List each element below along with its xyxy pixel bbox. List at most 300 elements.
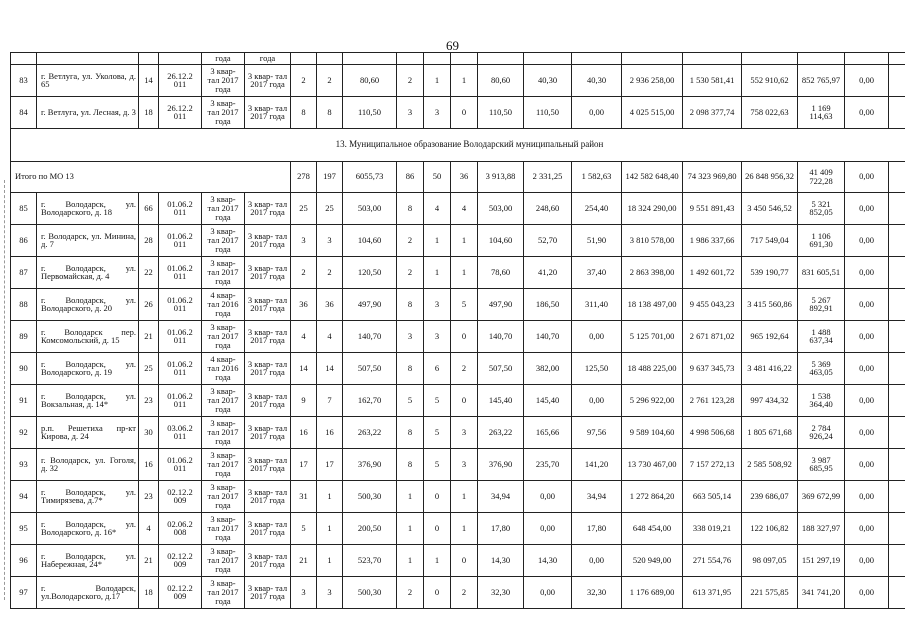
cell-n: 90 [11, 352, 37, 384]
cell-s5: 0,00 [845, 384, 889, 416]
cell-q1: 4 квар- тал 2016 года [202, 352, 245, 384]
cell-s5: 0,00 [845, 96, 889, 128]
table-continuation-row [11, 53, 905, 65]
cell-addr: г. Володарск пер. Комсомольский, д. 15 [37, 320, 139, 352]
cell-g: 52,70 [524, 224, 572, 256]
table-cell [622, 53, 683, 65]
cell-n: 91 [11, 384, 37, 416]
cell-n: 95 [11, 512, 37, 544]
cell-addr: г. Володарск, ул. Гоголя, д. 32 [37, 448, 139, 480]
cell-a: 17 [291, 448, 317, 480]
cell-addr: г. Володарск, ул. Минина, д. 7 [37, 224, 139, 256]
cell-b: 3 [317, 224, 343, 256]
table-row [11, 512, 905, 544]
cell-q1: 3 квар- тал 2017 года [202, 576, 245, 608]
cell-s4: 369 672,99 [798, 480, 845, 512]
cell-f: 140,70 [478, 320, 524, 352]
cell-date: 02.06.2 008 [159, 512, 202, 544]
cell-b: 1 [317, 480, 343, 512]
cell-f: 32,30 [478, 576, 524, 608]
cell-s3: 2 585 508,92 [742, 448, 798, 480]
cell-s1: 18 488 225,00 [622, 352, 683, 384]
cell-y: 26 [139, 288, 159, 320]
cell-empty [889, 512, 905, 544]
cell-b: 36 [317, 288, 343, 320]
cell-c: 2 [397, 256, 424, 288]
cell-f: 80,60 [478, 64, 524, 96]
cell-d: 6 [424, 352, 451, 384]
cell-n: 97 [11, 576, 37, 608]
cell-q2: 3 квар- тал 2017 года [245, 192, 291, 224]
cell-e: 1 [451, 480, 478, 512]
table-cell [424, 53, 451, 65]
cell-b: 4 [317, 320, 343, 352]
cell-s4: 1 106 691,30 [798, 224, 845, 256]
cell-date: 01.06.2 011 [159, 256, 202, 288]
cell-c: 1 [397, 512, 424, 544]
cell-b: 14 [317, 352, 343, 384]
cell-s3: 552 910,62 [742, 64, 798, 96]
cell-y: 18 [139, 96, 159, 128]
cell-s2: 2 671 871,02 [683, 320, 742, 352]
cell-h: 0,00 [572, 96, 622, 128]
cell-n: 87 [11, 256, 37, 288]
cell-e: 5 [451, 288, 478, 320]
cell-s5: 0,00 [845, 192, 889, 224]
table-row [11, 544, 905, 576]
table-cell: года [202, 53, 245, 65]
cell-c: 1 [397, 544, 424, 576]
cell-d: 1 [424, 64, 451, 96]
cell-s1: 9 589 104,60 [622, 416, 683, 448]
cell-q2: 3 квар- тал 2017 года [245, 480, 291, 512]
cell-addr: г. Ветлуга, ул. Уколова, д. 65 [37, 64, 139, 96]
cell-date: 01.06.2 011 [159, 320, 202, 352]
cell-a: 3 [291, 224, 317, 256]
cell-d: 0 [424, 512, 451, 544]
cell-q1: 3 квар- тал 2017 года [202, 384, 245, 416]
cell-s4: 1 488 637,34 [798, 320, 845, 352]
table-cell [524, 53, 572, 65]
cell-q2: 3 квар- тал 2017 года [245, 384, 291, 416]
cell-n: 89 [11, 320, 37, 352]
cell-a: 21 [291, 544, 317, 576]
cell-s2: 4 998 506,68 [683, 416, 742, 448]
total-cell-f: 3 913,88 [478, 161, 524, 192]
table-cell [572, 53, 622, 65]
cell-s3: 758 022,63 [742, 96, 798, 128]
cell-s3: 122 106,82 [742, 512, 798, 544]
cell-n: 83 [11, 64, 37, 96]
cell-date: 01.06.2 011 [159, 192, 202, 224]
table-cell [397, 53, 424, 65]
table-cell [798, 53, 845, 65]
total-cell-b: 197 [317, 161, 343, 192]
cell-s1: 2 863 398,00 [622, 256, 683, 288]
cell-e: 3 [451, 416, 478, 448]
cell-empty [889, 416, 905, 448]
cell-y: 21 [139, 320, 159, 352]
cell-y: 4 [139, 512, 159, 544]
cell-y: 22 [139, 256, 159, 288]
cell-s1: 648 454,00 [622, 512, 683, 544]
cell-e: 3 [451, 448, 478, 480]
cell-s2: 1 492 601,72 [683, 256, 742, 288]
cell-d: 1 [424, 256, 451, 288]
cell-e: 4 [451, 192, 478, 224]
cell-f: 34,94 [478, 480, 524, 512]
cell-addr: г. Володарск, ул. Вокзальная, д. 14* [37, 384, 139, 416]
cell-addr: г. Володарск, ул. Володарского, д. 16* [37, 512, 139, 544]
table-cell [478, 53, 524, 65]
cell-c: 2 [397, 576, 424, 608]
cell-d: 5 [424, 384, 451, 416]
cell-date: 02.12.2 009 [159, 576, 202, 608]
cell-area: 104,60 [343, 224, 397, 256]
table-row [11, 320, 905, 352]
cell-s1: 1 272 864,20 [622, 480, 683, 512]
cell-e: 1 [451, 512, 478, 544]
housing-resettlement-table [10, 52, 905, 609]
cell-c: 3 [397, 320, 424, 352]
cell-q2: 3 квар- тал 2017 года [245, 576, 291, 608]
cell-empty [889, 256, 905, 288]
cell-s3: 221 575,85 [742, 576, 798, 608]
cell-area: 200,50 [343, 512, 397, 544]
cell-s2: 338 019,21 [683, 512, 742, 544]
cell-empty [889, 480, 905, 512]
cell-e: 0 [451, 96, 478, 128]
cell-f: 78,60 [478, 256, 524, 288]
cell-f: 110,50 [478, 96, 524, 128]
cell-g: 165,66 [524, 416, 572, 448]
cell-s4: 2 784 926,24 [798, 416, 845, 448]
table-cell [451, 53, 478, 65]
cell-y: 23 [139, 480, 159, 512]
cell-h: 17,80 [572, 512, 622, 544]
cell-q2: 3 квар- тал 2017 года [245, 64, 291, 96]
cell-a: 31 [291, 480, 317, 512]
cell-s2: 1 986 337,66 [683, 224, 742, 256]
cell-f: 104,60 [478, 224, 524, 256]
cell-g: 110,50 [524, 96, 572, 128]
cell-g: 0,00 [524, 480, 572, 512]
table-row [11, 224, 905, 256]
cell-n: 88 [11, 288, 37, 320]
cell-empty [889, 448, 905, 480]
cell-a: 36 [291, 288, 317, 320]
cell-s5: 0,00 [845, 544, 889, 576]
cell-s4: 5 321 852,05 [798, 192, 845, 224]
cell-q1: 3 квар- тал 2017 года [202, 224, 245, 256]
cell-n: 86 [11, 224, 37, 256]
cell-s2: 663 505,14 [683, 480, 742, 512]
cell-s5: 0,00 [845, 512, 889, 544]
cell-addr: г. Володарск, ул.Володарского, д.17 [37, 576, 139, 608]
cell-a: 4 [291, 320, 317, 352]
cell-s2: 7 157 272,13 [683, 448, 742, 480]
cell-s2: 613 371,95 [683, 576, 742, 608]
cell-b: 8 [317, 96, 343, 128]
cell-a: 8 [291, 96, 317, 128]
table-cell [742, 53, 798, 65]
cell-f: 503,00 [478, 192, 524, 224]
cell-h: 141,20 [572, 448, 622, 480]
cell-s4: 151 297,19 [798, 544, 845, 576]
cell-y: 14 [139, 64, 159, 96]
cell-g: 145,40 [524, 384, 572, 416]
cell-q1: 3 квар- тал 2017 года [202, 512, 245, 544]
total-cell-d: 50 [424, 161, 451, 192]
cell-q2: 3 квар- тал 2017 года [245, 288, 291, 320]
cell-g: 235,70 [524, 448, 572, 480]
cell-s4: 5 267 892,91 [798, 288, 845, 320]
cell-f: 497,90 [478, 288, 524, 320]
cell-s5: 0,00 [845, 64, 889, 96]
cell-addr: г. Володарск, ул. Тимирязева, д.7* [37, 480, 139, 512]
cell-date: 01.06.2 011 [159, 288, 202, 320]
cell-s3: 98 097,05 [742, 544, 798, 576]
table-cell [139, 53, 159, 65]
cell-s3: 3 450 546,52 [742, 192, 798, 224]
total-cell-s2: 74 323 969,80 [683, 161, 742, 192]
cell-empty [889, 96, 905, 128]
cell-f: 376,90 [478, 448, 524, 480]
cell-addr: г. Ветлуга, ул. Лесная, д. 3 [37, 96, 139, 128]
table-row [11, 256, 905, 288]
table-cell: года [245, 53, 291, 65]
cell-date: 01.06.2 011 [159, 384, 202, 416]
cell-s2: 9 637 345,73 [683, 352, 742, 384]
cell-area: 120,50 [343, 256, 397, 288]
cell-h: 51,90 [572, 224, 622, 256]
cell-empty [889, 384, 905, 416]
cell-s1: 5 125 701,00 [622, 320, 683, 352]
cell-s5: 0,00 [845, 320, 889, 352]
cell-f: 263,22 [478, 416, 524, 448]
cell-q2: 3 квар- тал 2017 года [245, 352, 291, 384]
cell-s1: 2 936 258,00 [622, 64, 683, 96]
cell-area: 162,70 [343, 384, 397, 416]
cell-c: 8 [397, 192, 424, 224]
cell-g: 41,20 [524, 256, 572, 288]
cell-empty [889, 288, 905, 320]
table-cell [845, 53, 889, 65]
cell-s2: 1 530 581,41 [683, 64, 742, 96]
cell-area: 263,22 [343, 416, 397, 448]
cell-addr: г. Володарск, ул. Володарского, д. 18 [37, 192, 139, 224]
cell-area: 376,90 [343, 448, 397, 480]
cell-g: 14,30 [524, 544, 572, 576]
cell-a: 25 [291, 192, 317, 224]
cell-addr: г. Володарск, ул. Володарского, д. 20 [37, 288, 139, 320]
total-cell-s1: 142 582 648,40 [622, 161, 683, 192]
cell-h: 97,56 [572, 416, 622, 448]
cell-s5: 0,00 [845, 480, 889, 512]
section-row [11, 128, 905, 161]
cell-d: 1 [424, 224, 451, 256]
cell-s1: 18 324 290,00 [622, 192, 683, 224]
cell-s1: 1 176 689,00 [622, 576, 683, 608]
cell-n: 84 [11, 96, 37, 128]
table-row [11, 192, 905, 224]
cell-g: 40,30 [524, 64, 572, 96]
cell-q2: 3 квар- тал 2017 года [245, 320, 291, 352]
cell-y: 16 [139, 448, 159, 480]
cell-n: 94 [11, 480, 37, 512]
cell-a: 9 [291, 384, 317, 416]
cell-date: 26.12.2 011 [159, 96, 202, 128]
table-row [11, 96, 905, 128]
cell-s5: 0,00 [845, 256, 889, 288]
cell-g: 0,00 [524, 576, 572, 608]
cell-q1: 3 квар- тал 2017 года [202, 448, 245, 480]
cell-s1: 13 730 467,00 [622, 448, 683, 480]
table-cell [291, 53, 317, 65]
cell-s5: 0,00 [845, 288, 889, 320]
cell-q2: 3 квар- тал 2017 года [245, 448, 291, 480]
cell-s4: 3 987 685,95 [798, 448, 845, 480]
cell-b: 3 [317, 576, 343, 608]
cell-area: 140,70 [343, 320, 397, 352]
cell-n: 92 [11, 416, 37, 448]
cell-g: 0,00 [524, 512, 572, 544]
table-row [11, 576, 905, 608]
cell-empty [889, 192, 905, 224]
cell-q1: 4 квар- тал 2016 года [202, 288, 245, 320]
cell-b: 1 [317, 544, 343, 576]
total-cell-s3: 26 848 956,32 [742, 161, 798, 192]
cell-a: 3 [291, 576, 317, 608]
cell-f: 14,30 [478, 544, 524, 576]
cell-s3: 539 190,77 [742, 256, 798, 288]
total-cell-g: 2 331,25 [524, 161, 572, 192]
cell-q2: 3 квар- тал 2017 года [245, 256, 291, 288]
cell-c: 2 [397, 224, 424, 256]
cell-s5: 0,00 [845, 224, 889, 256]
cell-s2: 2 098 377,74 [683, 96, 742, 128]
cell-s2: 9 455 043,23 [683, 288, 742, 320]
cell-s4: 5 369 463,05 [798, 352, 845, 384]
cell-a: 2 [291, 64, 317, 96]
cell-empty [889, 544, 905, 576]
cell-date: 01.06.2 011 [159, 352, 202, 384]
cell-c: 3 [397, 96, 424, 128]
cell-date: 01.06.2 011 [159, 224, 202, 256]
cell-d: 4 [424, 192, 451, 224]
cell-s2: 9 551 891,43 [683, 192, 742, 224]
cell-h: 0,00 [572, 544, 622, 576]
cell-c: 2 [397, 64, 424, 96]
cell-h: 254,40 [572, 192, 622, 224]
cell-addr: г. Володарск, ул. Первомайская, д. 4 [37, 256, 139, 288]
cell-h: 32,30 [572, 576, 622, 608]
cell-q1: 3 квар- тал 2017 года [202, 320, 245, 352]
cell-s3: 997 434,32 [742, 384, 798, 416]
cell-y: 25 [139, 352, 159, 384]
cell-c: 8 [397, 448, 424, 480]
cell-date: 26.12.2 011 [159, 64, 202, 96]
cell-h: 37,40 [572, 256, 622, 288]
cell-y: 21 [139, 544, 159, 576]
cell-s5: 0,00 [845, 448, 889, 480]
cell-s4: 852 765,97 [798, 64, 845, 96]
cell-d: 5 [424, 416, 451, 448]
cell-s4: 341 741,20 [798, 576, 845, 608]
total-cell-s4: 41 409 722,28 [798, 161, 845, 192]
total-cell-h: 1 582,63 [572, 161, 622, 192]
table-cell [159, 53, 202, 65]
cell-c: 8 [397, 416, 424, 448]
cell-b: 1 [317, 512, 343, 544]
cell-d: 5 [424, 448, 451, 480]
cell-e: 0 [451, 384, 478, 416]
table-row [11, 384, 905, 416]
cell-s1: 4 025 515,00 [622, 96, 683, 128]
cell-area: 523,70 [343, 544, 397, 576]
section-title: 13. Муниципальное образование Володарский муниципальный район [11, 128, 905, 161]
cell-n: 85 [11, 192, 37, 224]
cell-c: 8 [397, 352, 424, 384]
cell-empty [889, 161, 905, 192]
cell-q1: 3 квар- тал 2017 года [202, 96, 245, 128]
cell-addr: р.п. Решетиха пр-кт Кирова, д. 24 [37, 416, 139, 448]
cell-q1: 3 квар- тал 2017 года [202, 480, 245, 512]
cell-y: 28 [139, 224, 159, 256]
table-row [11, 480, 905, 512]
cell-s4: 188 327,97 [798, 512, 845, 544]
cell-g: 140,70 [524, 320, 572, 352]
cell-e: 1 [451, 256, 478, 288]
table-cell [343, 53, 397, 65]
cell-g: 186,50 [524, 288, 572, 320]
cell-s1: 18 138 497,00 [622, 288, 683, 320]
cell-s4: 1 538 364,40 [798, 384, 845, 416]
cell-date: 02.12.2 009 [159, 544, 202, 576]
cell-q1: 3 квар- тал 2017 года [202, 544, 245, 576]
cell-a: 2 [291, 256, 317, 288]
total-cell-area: 6055,73 [343, 161, 397, 192]
cell-h: 34,94 [572, 480, 622, 512]
cell-d: 1 [424, 544, 451, 576]
cell-b: 17 [317, 448, 343, 480]
cell-q2: 3 квар- тал 2017 года [245, 96, 291, 128]
cell-q2: 3 квар- тал 2017 года [245, 544, 291, 576]
cell-s3: 3 481 416,22 [742, 352, 798, 384]
total-row [11, 161, 905, 192]
cell-q1: 3 квар- тал 2017 года [202, 64, 245, 96]
table-row [11, 416, 905, 448]
cell-s3: 239 686,07 [742, 480, 798, 512]
cell-d: 3 [424, 288, 451, 320]
cell-s1: 5 296 922,00 [622, 384, 683, 416]
table-cell [317, 53, 343, 65]
total-cell-c: 86 [397, 161, 424, 192]
cell-q1: 3 квар- тал 2017 года [202, 416, 245, 448]
cell-area: 500,30 [343, 480, 397, 512]
cell-e: 1 [451, 224, 478, 256]
margin-cut-line [4, 180, 6, 600]
cell-h: 0,00 [572, 384, 622, 416]
cell-f: 507,50 [478, 352, 524, 384]
cell-s4: 1 169 114,63 [798, 96, 845, 128]
cell-y: 30 [139, 416, 159, 448]
cell-g: 382,00 [524, 352, 572, 384]
cell-addr: г. Володарск, ул. Набережная, 24* [37, 544, 139, 576]
cell-a: 14 [291, 352, 317, 384]
cell-y: 23 [139, 384, 159, 416]
table-cell [37, 53, 139, 65]
